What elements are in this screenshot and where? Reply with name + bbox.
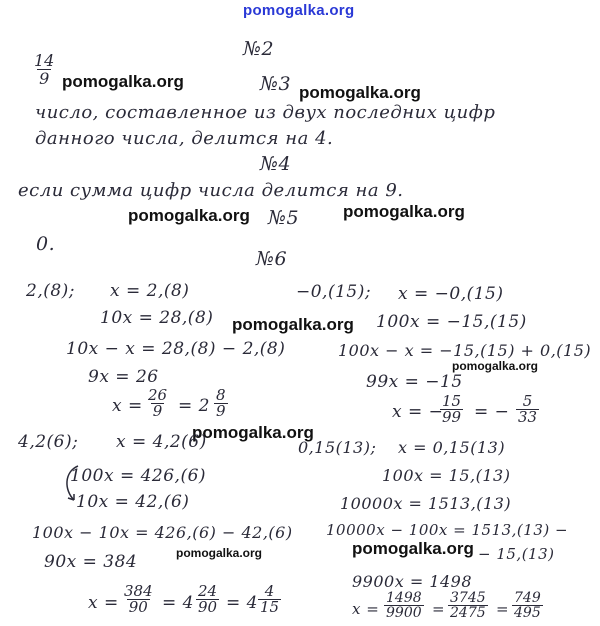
watermark: pomogalka.org xyxy=(192,423,314,442)
problem-6a-line-5-mid: = 2 xyxy=(178,396,210,416)
fraction-denominator: 9 xyxy=(39,69,50,88)
watermark: pomogalka.org xyxy=(176,546,263,560)
problem-6d-line-3: 10000x = 1513,(13) xyxy=(340,494,512,513)
fraction-denominator: 99 xyxy=(442,408,462,426)
problem-6a-line-3: 10x − x = 28,(8) − 2,(8) xyxy=(66,339,286,359)
problem-6a-fraction-1 xyxy=(146,388,169,419)
problem-6c-line-3: 100x − x = −15,(15) + 0,(15) xyxy=(338,341,592,360)
problem-6a-number: 2,(8); xyxy=(26,281,76,301)
watermark: pomogalka.org xyxy=(232,315,354,334)
problem-6b-number: 4,2(6); xyxy=(18,432,79,452)
problem-6c-fraction-1 xyxy=(440,394,463,425)
problem-6d-line-5: 9900x = 1498 xyxy=(352,572,473,591)
problem-6d-number: 0,15(13); xyxy=(298,438,377,457)
problem-3-line-2: данного числа, делится на 4. xyxy=(35,128,334,149)
watermark: pomogalka.org xyxy=(343,202,465,221)
problem-6d-line-6-prefix: x = xyxy=(352,600,380,618)
fraction-numerator: 749 xyxy=(514,590,541,606)
fraction-denominator: 9 xyxy=(216,402,226,420)
problem-6a-line-2: 10x = 28,(8) xyxy=(100,308,214,328)
problem-6c-number: −0,(15); xyxy=(296,282,372,302)
curved-arrow-icon xyxy=(60,462,84,506)
problem-6c-line-5-mid: = − xyxy=(474,402,510,422)
fraction-numerator: 24 xyxy=(198,582,218,600)
problem-2-heading: №2 xyxy=(243,38,275,60)
problem-6b-fraction-2 xyxy=(196,584,219,615)
fraction-denominator: 2475 xyxy=(450,605,486,621)
problem-6c-line-1: x = −0,(15) xyxy=(398,284,504,304)
watermark: pomogalka.org xyxy=(128,206,250,225)
fraction-numerator: 4 xyxy=(264,582,275,600)
problem-6b-line-6-mid2: = 4 xyxy=(226,593,258,613)
fraction-numerator: 8 xyxy=(216,386,226,404)
problem-6d-line-4b: − 15,(13) xyxy=(478,545,555,563)
fraction-numerator: 5 xyxy=(522,392,533,410)
problem-6b-fraction-1 xyxy=(122,584,155,615)
problem-6d-line-2: 100x = 15,(13) xyxy=(382,466,511,485)
fraction-denominator: 33 xyxy=(518,408,538,426)
fraction-numerator: 26 xyxy=(148,386,168,404)
fraction-numerator: 3745 xyxy=(450,590,486,606)
problem-6c-line-4: 99x = −15 xyxy=(366,372,463,392)
problem-6c-line-5-prefix: x = − xyxy=(392,402,444,422)
problem-6d-line-4: 10000x − 100x = 1513,(13) − xyxy=(326,521,569,539)
fraction-numerator: 384 xyxy=(124,582,153,600)
watermark-top: pomogalka.org xyxy=(243,2,355,19)
problem-6d-line-6-mid: = xyxy=(432,600,446,618)
problem-6b-line-3: 10x = 42,(6) xyxy=(76,492,190,512)
problem-6a-line-4: 9x = 26 xyxy=(88,367,159,387)
problem-6-heading: №6 xyxy=(256,248,288,270)
problem-6d-fraction-2 xyxy=(448,591,488,620)
problem-6b-line-2: 100x = 426,(6) xyxy=(70,466,207,486)
fraction-denominator: 9 xyxy=(152,402,163,420)
problem-6a-line-1: x = 2,(8) xyxy=(110,281,190,301)
problem-6b-line-1: x = 4,2(6) xyxy=(116,432,207,452)
fraction-denominator: 90 xyxy=(128,598,148,616)
problem-6d-fraction-3 xyxy=(512,591,543,620)
problem-2-answer-fraction xyxy=(32,52,56,87)
fraction-denominator: 9900 xyxy=(386,605,422,621)
problem-4-line-1: если сумма цифр числа делится на 9. xyxy=(18,180,404,201)
problem-6c-line-2: 100x = −15,(15) xyxy=(376,312,527,332)
problem-3-line-1: число, составленное из двух последних цифр xyxy=(35,102,496,123)
problem-4-heading: №4 xyxy=(260,153,292,175)
problem-6b-line-5: 90x = 384 xyxy=(44,552,138,572)
watermark: pomogalka.org xyxy=(62,72,184,91)
problem-6d-line-1: x = 0,15(13) xyxy=(398,438,506,457)
fraction-denominator: 90 xyxy=(198,598,218,616)
watermark: pomogalka.org xyxy=(452,359,539,373)
problem-6c-fraction-2 xyxy=(516,394,539,425)
problem-6d-line-6-mid2: = xyxy=(496,600,510,618)
problem-6b-line-6-mid: = 4 xyxy=(162,593,194,613)
problem-6a-line-5-prefix: x = xyxy=(112,396,143,416)
problem-6b-line-6-prefix: x = xyxy=(88,593,119,613)
fraction-denominator: 495 xyxy=(514,605,541,621)
watermark: pomogalka.org xyxy=(352,539,474,558)
fraction-numerator: 1498 xyxy=(386,590,422,606)
fraction-numerator: 14 xyxy=(34,51,55,70)
watermark: pomogalka.org xyxy=(299,83,421,102)
problem-5-answer: 0. xyxy=(36,233,56,255)
problem-6d-fraction-1 xyxy=(384,591,424,620)
problem-6b-fraction-3 xyxy=(258,584,281,615)
problem-3-heading: №3 xyxy=(260,73,292,95)
problem-5-heading: №5 xyxy=(268,207,300,229)
problem-6b-line-4: 100x − 10x = 426,(6) − 42,(6) xyxy=(32,523,293,542)
problem-6a-fraction-2 xyxy=(214,388,228,419)
fraction-numerator: 15 xyxy=(442,392,462,410)
fraction-denominator: 15 xyxy=(260,598,280,616)
